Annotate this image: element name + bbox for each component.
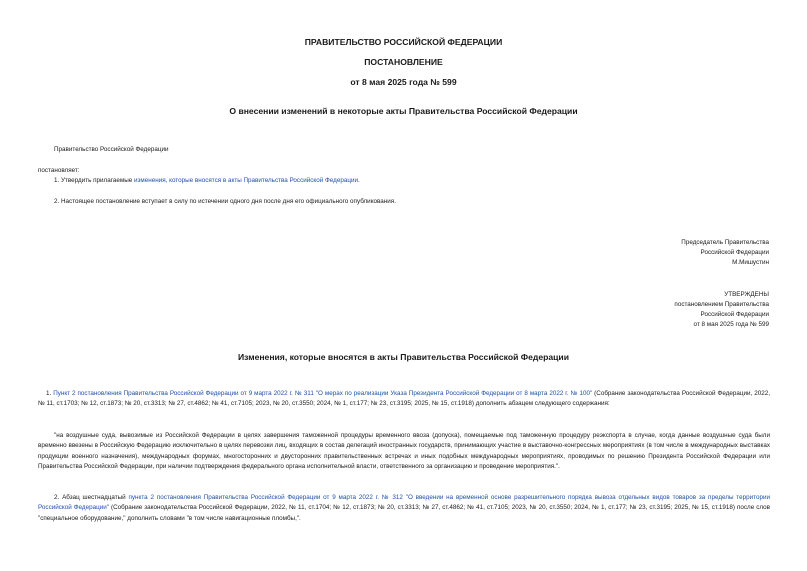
paragraph-1-number: 1. bbox=[46, 390, 54, 397]
document-title: О внесении изменений в некоторые акты Правительства Российской Федерации bbox=[229, 106, 578, 116]
item-1 bbox=[54, 176, 360, 186]
item-2: 2. Настоящее постановление вступает в силу по истечении одного дня после дня его официального опубликования. bbox=[54, 198, 396, 205]
annex-quote: "на воздушные суда, вывозимые из Российской Федерации в целях завершения таможенной процедуры временного ввоза (допуска), помещаемые под таможенную процедуру реэкспорта в случае, когда данные воздушные суда были временно ввезены в Российскую Федерацию исключительно в целях перевозки лиц, входящих в состав делегаций иностранных государств, принимающих участие в выставочно-конгрессных мероприятиях (в том числе в международных выставках продукции военного назначения), международных форумах, многосторонних и двусторонних правительственных встречах и иных подобных международных мероприятиях, проводимых по решению Президента Российской Федерации или Правительства Российской Федерации, при наличии подтверждения федерального органа исполнительной власти, ответственного за организацию и проведение мероприятия.". bbox=[38, 432, 770, 471]
approved-date: от 8 мая 2025 года № 599 bbox=[693, 321, 769, 328]
approved-label: УТВЕРЖДЕНЫ bbox=[724, 291, 769, 298]
annex-title: Изменения, которые вносятся в акты Правительства Российской Федерации bbox=[237, 352, 569, 362]
document-date-number: от 8 мая 2025 года № 599 bbox=[350, 77, 457, 87]
signature-org: Российской Федерации bbox=[700, 249, 769, 256]
preamble-resolves: постановляет: bbox=[38, 167, 80, 174]
approved-by: постановлением Правительства bbox=[674, 301, 769, 308]
resolution-312-link[interactable]: пункта 2 постановления Правительства Российской Федерации от 9 марта 2022 г. № 312 "О введении на временной основе разрешительного порядка вывоза отдельных видов товаров за пределы территории Российской Федерации" bbox=[38, 494, 770, 512]
resolution-311-link[interactable]: Пункт 2 постановления Правительства Российской Федерации от 9 марта 2022 г. № 311 "О мерах по реализации Указа Президента Российской Федерации от 8 марта 2022 г. № 100" bbox=[53, 390, 593, 397]
item-1-suffix: . bbox=[357, 177, 360, 184]
paragraph-2-text: (Собрание законодательства Российской Федерации, 2022, № 11, ст.1704; № 12, ст.1873; № 20, ст.3313; № 27, ст.4862; № 41, ст.7105; 2023, № 20, ст.3550; 2024, № 1, ст.177; № 23, ст.3195; 2025, № 15, ст.1918) после слов "специальное оборудование," дополнить словами "в том числе навигационные пломбы,". bbox=[38, 504, 770, 522]
preamble-government: Правительство Российской Федерации bbox=[54, 146, 169, 153]
approved-org: Российской Федерации bbox=[700, 311, 769, 318]
item-1-prefix: 1. Утвердить прилагаемые bbox=[54, 177, 134, 184]
signature-name: М.Мишустин bbox=[732, 259, 769, 266]
paragraph-2-prefix: 2. Абзац шестнадцатый bbox=[54, 494, 129, 501]
changes-link[interactable]: изменения, которые вносятся в акты Правительства Российской Федерации bbox=[134, 177, 358, 184]
document-type: ПОСТАНОВЛЕНИЕ bbox=[364, 57, 443, 67]
signature-position: Председатель Правительства bbox=[681, 239, 769, 246]
annex-paragraph-2 bbox=[38, 493, 770, 524]
government-title: ПРАВИТЕЛЬСТВО РОССИЙСКОЙ ФЕДЕРАЦИИ bbox=[304, 37, 503, 47]
paragraph-1-text: (Собрание законодательства Российской Федерации, 2022, № 11, ст.1703; № 12, ст.1873; № 20, ст.3313; № 27, ст.4862; № 41, ст.7105; 2023, № 20, ст.3550; 2024, № 1, ст.177; № 23, ст.3195; 2025, № 15, ст.1918) дополнить абзацем следующего содержания: bbox=[38, 390, 770, 408]
annex-paragraph-1 bbox=[38, 389, 770, 410]
